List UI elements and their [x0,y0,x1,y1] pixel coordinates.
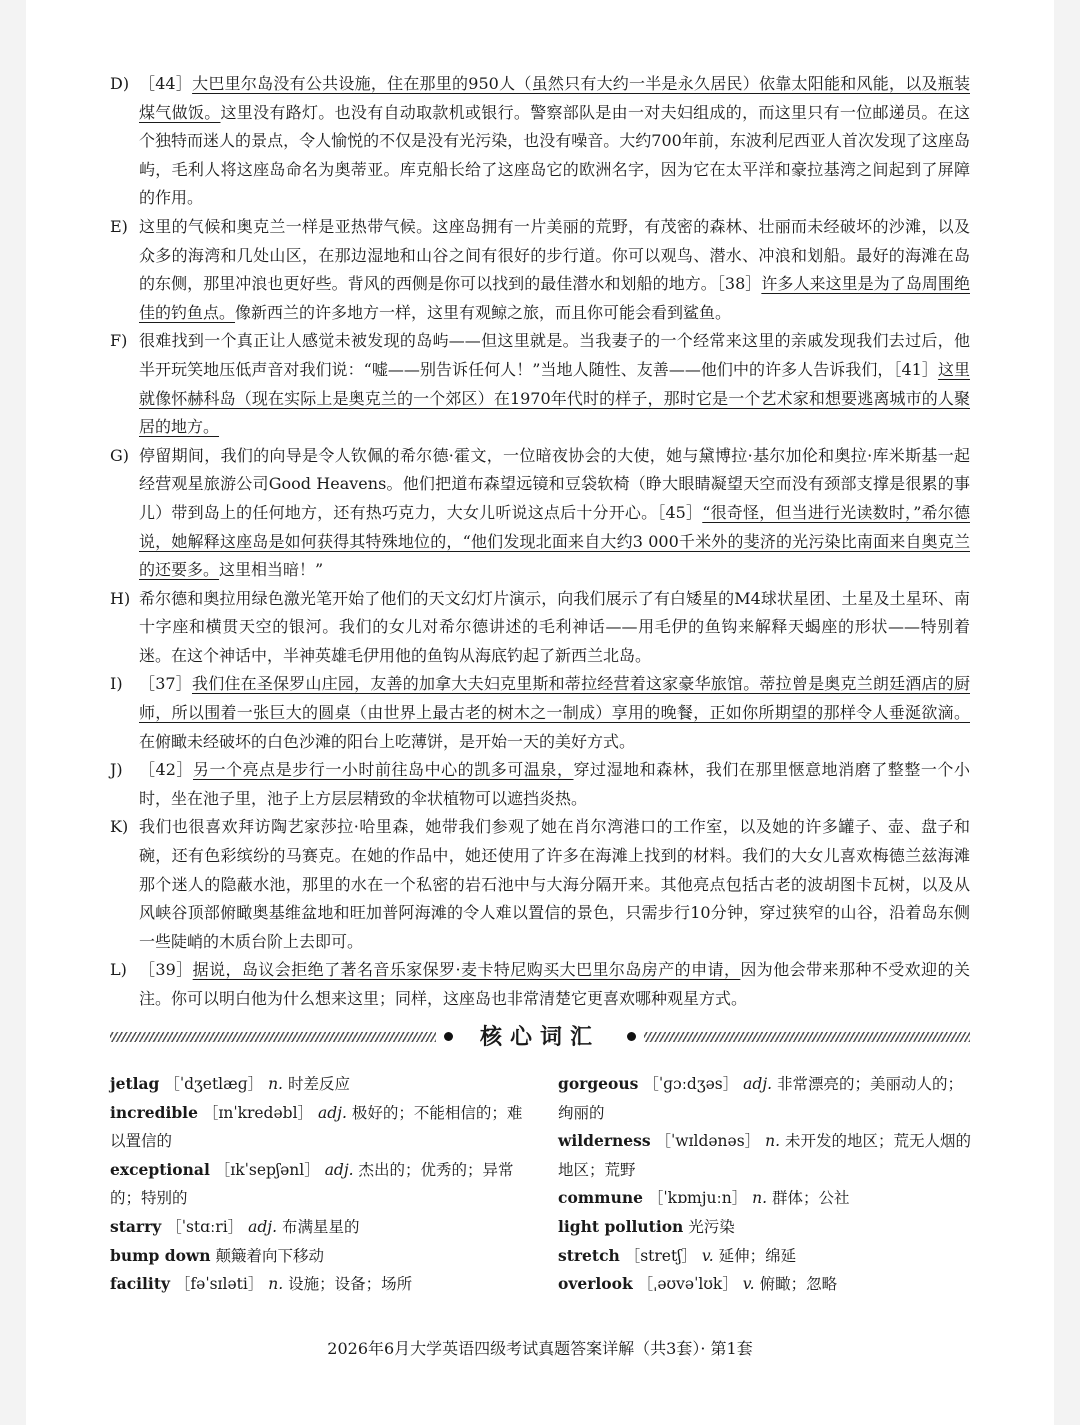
underlined-answer-text: 许多人来这里是为了岛周围绝佳的钓鱼点。 [139,274,970,322]
paragraph-text: 希尔德和奥拉用绿色激光笔开始了他们的天文幻灯片演示，向我们展示了有白矮星的M4球状星团、土星及土星环、南十字座和横贯天空的银河。我们的女儿对希尔德讲述的毛利神话——用毛伊的鱼钩来解释天蝎座的形状——特别着迷。在这个神话中，半神英雄毛伊用他的鱼钩从海底钓起了新西兰北岛。 [139,588,970,665]
paragraph-text: 因为他会带来那种不受欢迎的关注。你可以明白他为什么想来这里；同样，这座岛也非常清楚它更喜欢哪种观星方式。 [139,960,970,1008]
underlined-answer-text: “很奇怪，但当进行光读数时，”希尔德说，她解释这座岛是如何获得其特殊地位的，“他们发现北面来自大约3 000千米外的斐济的光污染比南面来自奥克兰的还要多。 [139,502,970,580]
underlined-answer-text: 这里就像怀赫科岛（现在实际上是奥克兰的一个郊区）在1970年代时的样子，那时它是一个艺术家和想要逃离城市的人聚居的地方。 [139,359,970,437]
vocab-phonetic: ［ˌəʊvəˈlʊk］ [637,1275,738,1294]
paragraph-text: 这里的气候和奥克兰一样是亚热带气候。这座岛拥有一片美丽的荒野，有茂密的森林、壮丽而未经破坏的沙滩，以及众多的海湾和几处山区，在那边湿地和山谷之间有很好的步行道。你可以观鸟、潜水、冲浪和划船。最好的海滩在岛的东侧，那里冲浪也更好些。背风的西侧是你可以找到的最佳潜水和划船的地方。［38］ [139,216,970,294]
vocab-entry [110,1270,530,1299]
vocab-part-of-speech: v. [701,1246,714,1265]
vocab-entry [558,1070,978,1127]
vocab-word: facility [110,1274,170,1294]
vocab-definition: 设施；设备；场所 [288,1275,413,1294]
bullet-dot-left [444,1032,453,1041]
vocab-word: jetlag [110,1074,160,1093]
section-divider [110,1022,970,1052]
vocab-phonetic: ［ɪkˈsepʃənl］ [214,1160,320,1179]
paragraph-text: 这里相当暗！” [219,560,324,580]
paragraph [110,670,970,756]
paragraph-letter: F) [110,331,128,351]
paragraph-letter: K) [110,817,129,837]
paragraph-text: 停留期间，我们的向导是令人钦佩的希尔德·霍文，一位暗夜协会的大使，她与黛博拉·基尔加伦和奥拉·库米斯基一起经营观星旅游公司Good Heavens。他们把道布森望远镜和豆袋软椅（睁大眼睛凝望天空而没有颈部支撑是很累的事儿）带到岛上的任何地方，还有热巧克力，大女儿听说这点后十分开心。［45］ [139,445,970,522]
vocab-phonetic: ［ˈkɒmjuːn］ [647,1189,748,1208]
vocab-phonetic: ［ˈwɪldənəs］ [655,1132,761,1151]
vocab-entry [110,1242,530,1271]
passage-translation [110,70,970,1014]
vocab-part-of-speech: adj. [743,1075,773,1093]
vocab-part-of-speech: n. [268,1275,284,1294]
vocab-column-right [558,1070,978,1299]
vocab-word: starry [110,1216,162,1236]
paragraph-text: 像新西兰的许多地方一样，这里有观鲸之旅，而且你可能会看到鲨鱼。 [235,302,732,322]
paragraph [110,442,970,585]
paragraph-text: ［44］ [139,74,193,93]
vocab-entry [110,1213,530,1242]
vocab-word: exceptional [110,1159,210,1179]
vocab-entry [110,1070,530,1099]
vocab-entry [558,1127,978,1184]
vocab-word: incredible [110,1102,198,1122]
vocab-part-of-speech: adj. [317,1103,347,1122]
vocab-word: wilderness [558,1131,651,1151]
vocab-definition: 光污染 [688,1217,735,1236]
vocab-word: stretch [558,1245,620,1265]
paragraph-letter: I) [110,674,123,694]
paragraph-letter: L) [110,960,127,980]
vocab-word: commune [558,1188,643,1208]
vocab-definition: 颠簸着向下移动 [215,1246,324,1265]
paragraph-letter: H) [110,588,131,608]
vocab-definition: 时差反应 [287,1075,350,1093]
paragraph-text: ［42］ [139,760,193,780]
vocab-definition: 非常漂亮的；美丽动人的；绚丽的 [558,1075,964,1122]
paragraph [110,585,970,671]
vocab-part-of-speech: n. [752,1189,768,1208]
vocab-phonetic: ［fəˈsɪləti］ [174,1275,264,1294]
vocab-word: overlook [558,1274,633,1294]
hatch-decoration-right [644,1032,970,1042]
paragraph-letter: J) [110,760,123,780]
vocab-part-of-speech: n. [765,1132,781,1151]
vocab-entry [558,1213,978,1242]
paragraph [110,813,970,956]
paragraph-text: 在俯瞰未经破坏的白色沙滩的阳台上吃薄饼，是开始一天的美好方式。 [139,731,636,751]
vocab-phonetic: ［stretʃ］ [624,1246,697,1265]
document-page [26,0,1054,1425]
paragraph-text: ［37］ [139,674,192,694]
vocab-definition: 俯瞰；忽略 [759,1275,838,1294]
paragraph-text: 穿过湿地和森林，我们在那里惬意地消磨了整整一个小时，坐在池子里，池子上方层层精致的伞状植物可以遮挡炎热。 [139,760,970,808]
vocab-word: gorgeous [558,1074,639,1093]
vocab-phonetic: ［ɪnˈkredəbl］ [202,1103,314,1122]
vocab-phonetic: ［ˈɡɔːdʒəs］ [643,1075,739,1093]
paragraph [110,956,970,1013]
vocab-entry [558,1242,978,1271]
vocab-word: bump down [110,1245,211,1265]
vocab-column-left [110,1070,530,1299]
vocab-phonetic: ［ˈstɑːri］ [166,1217,244,1236]
paragraph-letter: E) [110,216,128,236]
vocab-entry [558,1270,978,1299]
paragraph [110,213,970,327]
vocab-definition: 未开发的地区；荒无人烟的地区；荒野 [558,1132,971,1179]
underlined-answer-text: 另一个亮点是步行一小时前往岛中心的凯多可温泉， [193,760,574,780]
paragraph-text: ［39］ [139,960,193,980]
vocab-entry [558,1184,978,1213]
vocab-definition: 布满星星的 [281,1217,360,1236]
underlined-answer-text: 我们住在圣保罗山庄园，友善的加拿大夫妇克里斯和蒂拉经营着这家豪华旅馆。蒂拉曾是奥克兰朗廷酒店的厨师，所以围着一张巨大的圆桌（由世界上最古老的树木之一制成）享用的晚餐，正如你所期望的那样令人垂涎欲滴。 [139,674,970,723]
section-title: 核心词汇 [479,1025,600,1050]
paragraph-letter: D) [110,74,130,93]
vocab-part-of-speech: n. [268,1075,283,1093]
underlined-answer-text: 据说，岛议会拒绝了著名音乐家保罗·麦卡特尼购买大巴里尔岛房产的申请， [192,960,741,980]
vocab-part-of-speech: v. [742,1275,755,1294]
hatch-decoration-left [110,1032,436,1042]
vocab-definition: 杰出的；优秀的；异常的；特别的 [110,1160,514,1208]
vocab-part-of-speech: adj. [248,1217,278,1236]
underlined-answer-text: 大巴里尔岛没有公共设施，住在那里的950人（虽然只有大约一半是永久居民）依靠太阳能和风能，以及瓶装煤气做饭。 [139,74,970,122]
bullet-dot-right [627,1032,636,1041]
paragraph-text: 这里没有路灯。也没有自动取款机或银行。警察部队是由一对夫妇组成的，而这里只有一位邮递员。在这个独特而迷人的景点，令人愉悦的不仅是没有光污染，也没有噪音。大约700年前，东波利尼西亚人首次发现了这座岛屿，毛利人将这座岛命名为奥蒂亚。库克船长给了这座岛它的欧洲名字，因为它在太平洋和豪拉基湾之间起到了屏障的作用。 [139,102,970,208]
paragraph-text: 很难找到一个真正让人感觉未被发现的岛屿——但这里就是。当我妻子的一个经常来这里的亲戚发现我们去过后，他半开玩笑地压低声音对我们说：“嘘——别告诉任何人！”当地人随性、友善——他们中的许多人告诉我们，［41］ [139,331,970,379]
vocab-phonetic: ［ˈdʒetlæɡ］ [164,1075,264,1093]
vocab-entry [110,1099,530,1156]
vocab-word: light pollution [558,1216,684,1236]
vocab-definition: 延伸；绵延 [718,1246,797,1265]
paragraph-letter: G) [110,445,130,465]
vocab-entry [110,1156,530,1213]
vocab-definition: 极好的；不能相信的；难以置信的 [110,1103,523,1151]
vocab-part-of-speech: adj. [324,1160,354,1179]
paragraph [110,756,970,813]
page-footer: 2026年6月大学英语四级考试真题答案详解（共3套）· 第1套 [327,1339,753,1358]
paragraph-text: 我们也很喜欢拜访陶艺家莎拉·哈里森，她带我们参观了她在肖尔湾港口的工作室，以及她的许多罐子、壶、盘子和碗，还有色彩缤纷的马赛克。在她的作品中，她还使用了许多在海滩上找到的材料。我们的大女儿喜欢梅德兰兹海滩那个迷人的隐蔽水池，那里的水在一个私密的岩石池中与大海分隔开来。其他亮点包括古老的波胡图卡瓦树，以及从风峡谷顶部俯瞰奥基维盆地和旺加普阿海滩的令人难以置信的景色，只需步行10分钟，穿过狭窄的山谷，沿着岛东侧一些陡峭的木质台阶上去即可。 [139,817,970,951]
vocab-definition: 群体；公社 [772,1189,850,1208]
paragraph [110,327,970,441]
paragraph [110,70,970,213]
